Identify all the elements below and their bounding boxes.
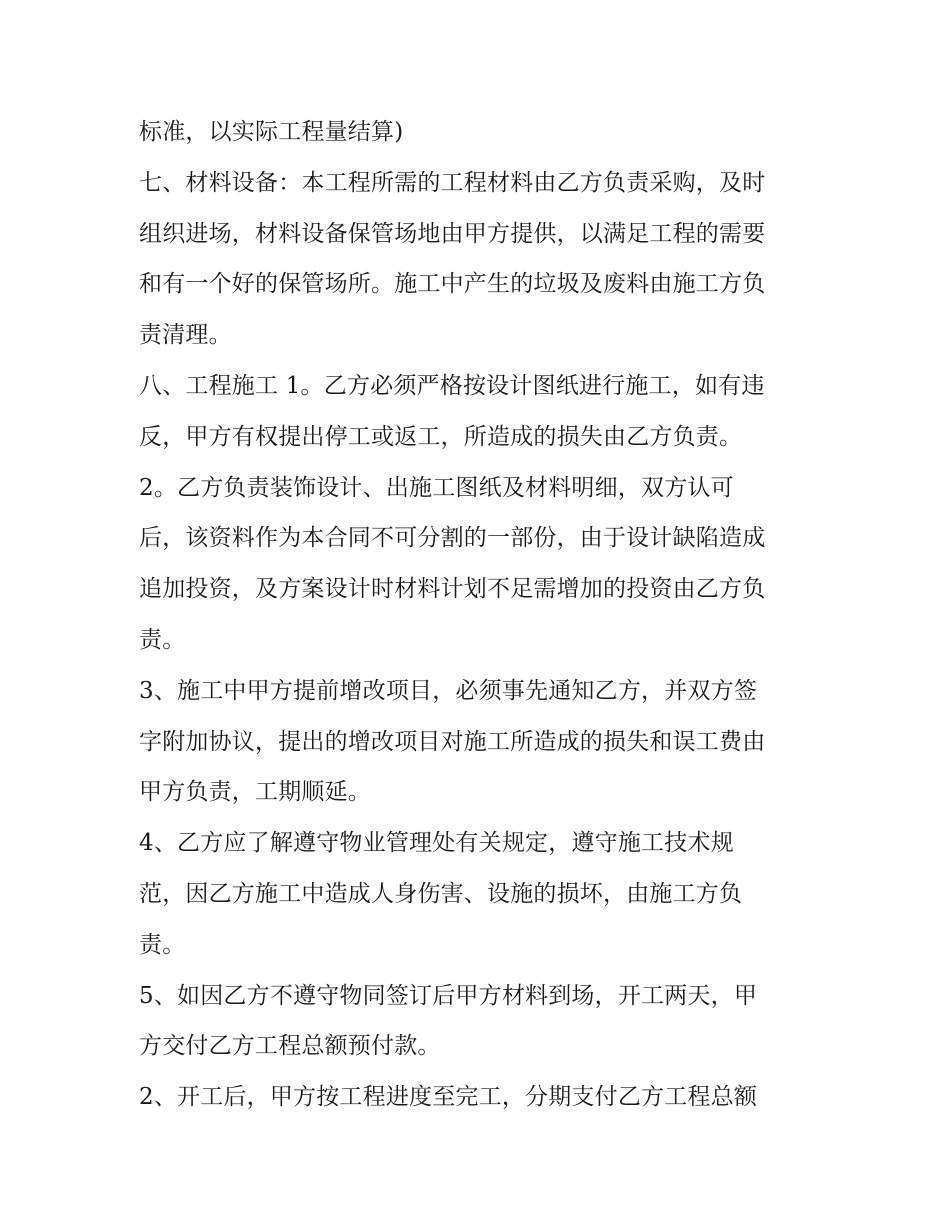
text-line: 2、开工后，甲方按工程进度至完工，分期支付乙方工程总额 — [139, 1084, 758, 1111]
text-line: 标准，以实际工程量结算) — [139, 119, 404, 145]
text-line: 甲方负责，工期顺延。 — [139, 779, 371, 806]
text-line: 方交付乙方工程总额预付款。 — [139, 1033, 441, 1060]
text-line: 责清理。 — [139, 322, 232, 349]
text-line: 和有一个好的保管场所。施工中产生的垃圾及废料由施工方负 — [139, 271, 766, 298]
text-line: 责。 — [139, 626, 186, 653]
text-line: 七、材料设备：本工程所需的工程材料由乙方负责采购，及时 — [139, 169, 766, 196]
text-line: 八、工程施工 1。乙方必须严格按设计图纸进行施工，如有违 — [139, 372, 765, 399]
text-line: 范，因乙方施工中造成人身伤害、设施的损坏，由施工方负 — [139, 880, 743, 907]
text-line: 责。 — [139, 931, 186, 958]
text-line: 5、如因乙方不遵守物同签订后甲方材料到场，开工两天，甲 — [139, 982, 758, 1009]
text-line: 2。乙方负责装饰设计、出施工图纸及材料明细，双方认可 — [139, 474, 734, 501]
text-line: 4、乙方应了解遵守物业管理处有关规定，遵守施工技术规 — [139, 830, 734, 857]
text-line: 3、施工中甲方提前增改项目，必须事先通知乙方，并双方签 — [139, 677, 758, 704]
contract-text-body — [139, 107, 839, 1123]
text-line: 反，甲方有权提出停工或返工，所造成的损失由乙方负责。 — [139, 423, 743, 450]
text-line: 后，该资料作为本合同不可分割的一部份，由于设计缺陷造成 — [139, 525, 766, 552]
text-line: 追加投资，及方案设计时材料计划不足需增加的投资由乙方负 — [139, 576, 766, 603]
text-line: 字附加协议，提出的增改项目对施工所造成的损失和误工费由 — [139, 728, 766, 755]
text-line: 组织进场，材料设备保管场地由甲方提供，以满足工程的需要 — [139, 220, 766, 247]
